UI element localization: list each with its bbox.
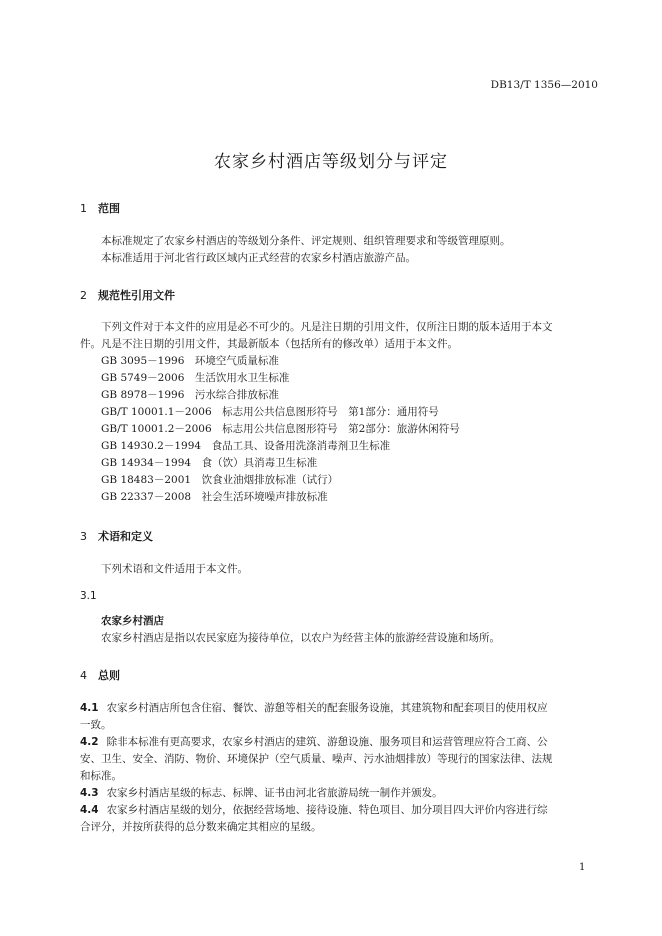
section-number: 3 bbox=[80, 530, 87, 543]
section-title: 规范性引用文件 bbox=[98, 289, 175, 302]
reference-item: GB 18483－2001 饮食业油烟排放标准（试行） bbox=[101, 474, 339, 486]
section-number: 4 bbox=[80, 669, 87, 682]
document-title: 农家乡村酒店等级划分与评定 bbox=[214, 152, 448, 172]
clause-4-2-continued: 和标准。 bbox=[80, 770, 122, 782]
reference-item: GB 5749－2006 生活饮用水卫生标准 bbox=[101, 372, 290, 384]
section-3-heading bbox=[80, 528, 153, 544]
section-4-heading bbox=[80, 667, 120, 683]
reference-item: GB/T 10001.1－2006 标志用公共信息图形符号 第1部分：通用符号 bbox=[101, 406, 439, 418]
scope-paragraph-1: 本标准规定了农家乡村酒店的等级划分条件、评定规则、组织管理要求和等级管理原则。 bbox=[101, 235, 511, 247]
clause-4-4 bbox=[80, 802, 548, 819]
references-intro-line-1: 下列文件对于本文件的应用是必不可少的。凡是注日期的引用文件，仅所注日期的版本适用于本文 bbox=[101, 321, 553, 333]
section-number: 1 bbox=[80, 202, 87, 215]
subsection-number-text: 3.1 bbox=[80, 590, 97, 602]
section-2-heading bbox=[80, 287, 175, 303]
clause-number: 4.3 bbox=[80, 787, 99, 799]
section-title: 总则 bbox=[98, 669, 120, 682]
terms-intro: 下列术语和文件适用于本文件。 bbox=[101, 563, 248, 575]
section-title: 范围 bbox=[98, 202, 120, 215]
section-title: 术语和定义 bbox=[98, 530, 153, 543]
clause-number: 4.1 bbox=[80, 702, 99, 714]
clause-4-1-continued: 一致。 bbox=[80, 719, 112, 731]
reference-item: GB/T 10001.2－2006 标志用公共信息图形符号 第2部分：旅游休闲符号 bbox=[101, 423, 460, 435]
clause-4-4-continued: 合评分，并按所获得的总分数来确定其相应的星级。 bbox=[80, 821, 322, 833]
clause-4-1 bbox=[80, 700, 548, 717]
clause-text: 农家乡村酒店所包含住宿、餐饮、游憩等相关的配套服务设施，其建筑物和配套项目的使用权应 bbox=[106, 702, 548, 714]
clause-4-2 bbox=[80, 734, 548, 751]
clause-number: 4.2 bbox=[80, 736, 99, 748]
section-1-heading bbox=[80, 200, 120, 216]
references-intro-line-2: 件。凡是不注日期的引用文件，其最新版本（包括所有的修改单）适用于本文件。 bbox=[80, 338, 458, 350]
clause-text: 除非本标准有更高要求，农家乡村酒店的建筑、游憩设施、服务项目和运营管理应符合工商、公 bbox=[106, 736, 548, 748]
page-number: 1 bbox=[579, 862, 586, 873]
clause-text: 农家乡村酒店星级的划分，依据经营场地、接待设施、特色项目、加分项目四大评价内容进行综 bbox=[106, 804, 548, 816]
reference-item: GB 14934－1994 食（饮）具消毒卫生标准 bbox=[101, 457, 318, 469]
reference-item: GB 22337－2008 社会生活环境噪声排放标准 bbox=[101, 491, 328, 503]
term-name-text: 农家乡村酒店 bbox=[101, 615, 164, 627]
subsection-number bbox=[80, 588, 97, 605]
term-definition: 农家乡村酒店是指以农民家庭为接待单位，以农户为经营主体的旅游经营设施和场所。 bbox=[101, 632, 500, 644]
reference-item: GB 8978－1996 污水综合排放标准 bbox=[101, 389, 279, 401]
clause-number: 4.4 bbox=[80, 804, 99, 816]
document-number: DB13/T 1356—2010 bbox=[490, 79, 598, 91]
clause-text: 农家乡村酒店星级的标志、标牌、证书由河北省旅游局统一制作并颁发。 bbox=[106, 787, 443, 799]
reference-item: GB 3095－1996 环境空气质量标准 bbox=[101, 355, 279, 367]
scope-paragraph-2: 本标准适用于河北省行政区域内正式经营的农家乡村酒店旅游产品。 bbox=[101, 252, 416, 264]
clause-4-3 bbox=[80, 785, 443, 802]
clause-4-2-continued: 安、卫生、安全、消防、物价、环境保护（空气质量、噪声、污水油烟排放）等现行的国家法律、法规 bbox=[80, 753, 553, 765]
section-number: 2 bbox=[80, 289, 87, 302]
term-name bbox=[101, 613, 164, 630]
reference-item: GB 14930.2－1994 食品工具、设备用洗涤消毒剂卫生标准 bbox=[101, 440, 391, 452]
